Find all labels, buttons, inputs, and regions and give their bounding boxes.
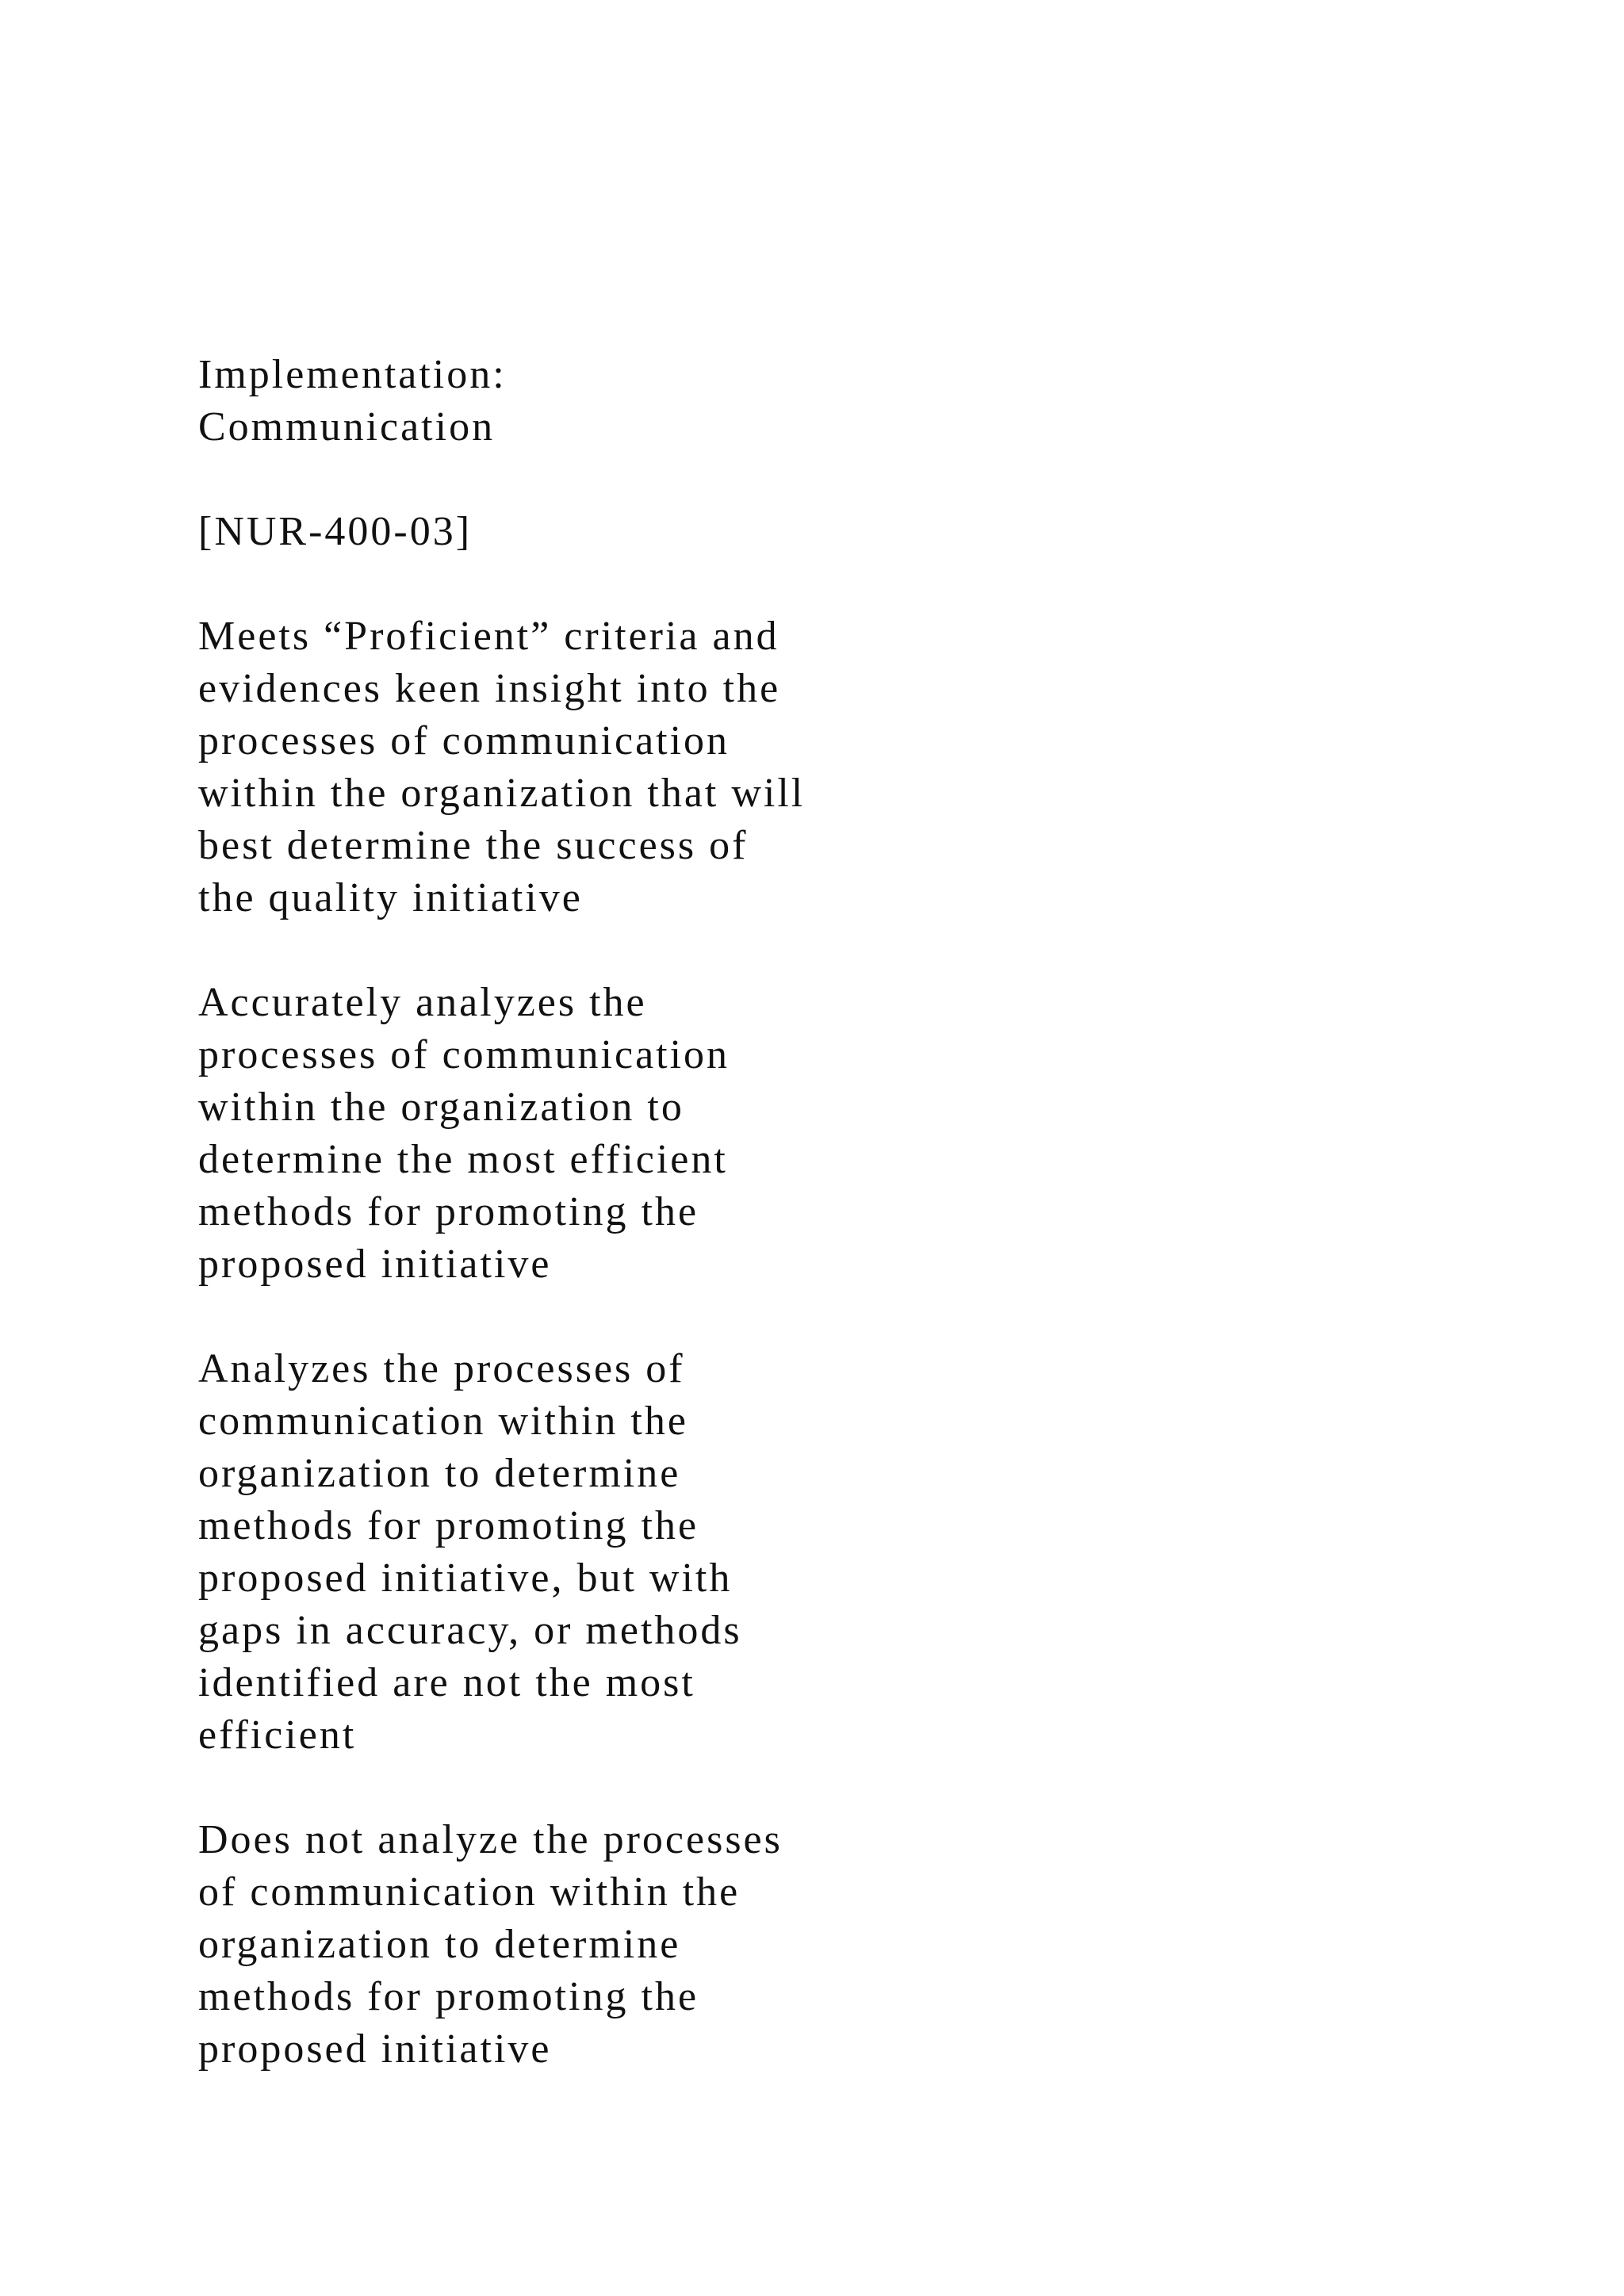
paragraph-line: methods for promoting the xyxy=(198,1974,699,2019)
paragraph-line: proposed initiative xyxy=(198,2026,552,2072)
paragraph-line: Accurately analyzes the xyxy=(198,980,647,1025)
title-line: Communication xyxy=(198,404,496,450)
paragraph-line: within the organization that will xyxy=(198,771,806,816)
paragraph-line: organization to determine xyxy=(198,1922,681,1967)
paragraph-line: communication within the xyxy=(198,1399,688,1444)
paragraph-line: Does not analyze the processes xyxy=(198,1817,783,1862)
document-content xyxy=(198,349,1308,2128)
paragraph-line: the quality initiative xyxy=(198,875,583,920)
paragraph-line: determine the most efficient xyxy=(198,1137,728,1182)
code-line: [NUR-400-03] xyxy=(198,509,473,554)
criterion-exemplary xyxy=(198,610,1308,924)
paragraph-line: best determine the success of xyxy=(198,823,749,868)
paragraph-line: methods for promoting the xyxy=(198,1503,699,1548)
paragraph-line: proposed initiative, but with xyxy=(198,1556,733,1601)
paragraph-line: processes of communication xyxy=(198,718,730,763)
paragraph-line: proposed initiative xyxy=(198,1242,552,1287)
paragraph-line: Analyzes the processes of xyxy=(198,1346,685,1391)
criterion-needs-improvement xyxy=(198,1343,1308,1762)
paragraph-line: methods for promoting the xyxy=(198,1189,699,1234)
paragraph-line: evidences keen insight into the xyxy=(198,666,781,711)
paragraph-line: Meets “Proficient” criteria and xyxy=(198,614,779,659)
paragraph-line: of communication within the xyxy=(198,1869,741,1915)
criterion-proficient xyxy=(198,977,1308,1291)
paragraph-line: efficient xyxy=(198,1712,357,1758)
criterion-not-evident xyxy=(198,1814,1308,2076)
paragraph-line: gaps in accuracy, or methods xyxy=(198,1608,742,1653)
paragraph-line: organization to determine xyxy=(198,1451,681,1496)
criterion-code xyxy=(198,506,1308,558)
paragraph-line: processes of communication xyxy=(198,1032,730,1077)
paragraph-line: identified are not the most xyxy=(198,1660,695,1705)
paragraph-line: within the organization to xyxy=(198,1085,684,1130)
title-line: Implementation: xyxy=(198,352,507,397)
section-title xyxy=(198,349,1308,453)
